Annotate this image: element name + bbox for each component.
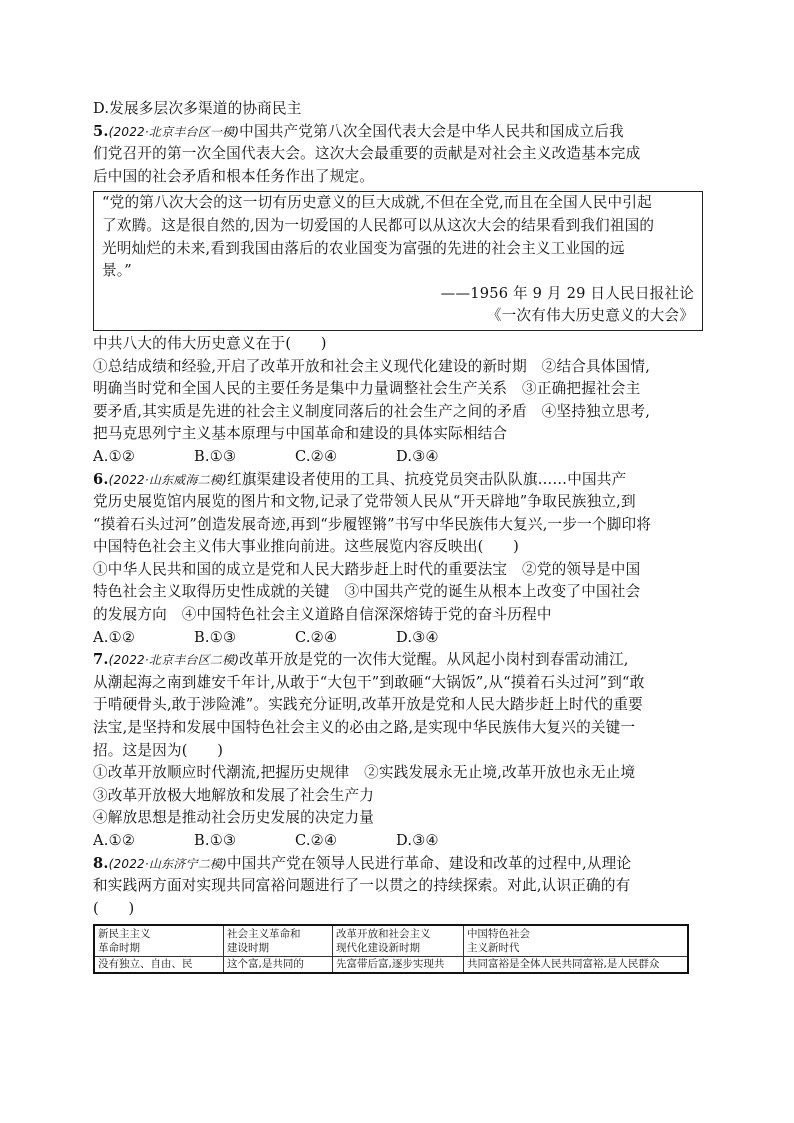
option-a[interactable]: A.①② xyxy=(93,628,136,646)
statement-line: ①改革开放顺应时代潮流,把握历史规律 ②实践发展永无止境,改革开放也永无止境 xyxy=(93,764,636,782)
statement-line: ③改革开放极大地解放和发展了社会生产力 xyxy=(93,786,375,804)
stem-line: 从潮起海之南到雄安千年计,从敢于“大包干”到敢砸“大锅饭”,从“摸着石头过河”到“敢 xyxy=(93,673,645,691)
option-b[interactable]: B.①③ xyxy=(194,832,237,849)
option-b[interactable]: B.①③ xyxy=(194,447,237,465)
question-number: 5. xyxy=(93,122,109,140)
table-header-cell: 社会主义革命和 建设时期 xyxy=(224,925,333,957)
stem-line: 中国特色社会主义伟大事业推向前进。这些展览内容反映出( ) xyxy=(93,538,520,556)
stem-line: 和实践两方面对实现共同富裕问题进行了一以贯之的持续探索。对此,认识正确的有 xyxy=(93,877,631,895)
quote-line: 光明灿烂的未来,看到我国由落后的农业国变为富强的先进的社会主义工业国的远 xyxy=(102,239,625,257)
table-cell: 没有独立、自由、民 xyxy=(94,957,224,974)
era-table xyxy=(93,924,689,974)
stem-line: 法宝,是坚持和发展中国特色社会主义的必由之路,是实现中华民族伟大复兴的关键一 xyxy=(93,719,636,737)
stem-line: ( ) xyxy=(93,899,135,917)
question-8 xyxy=(93,853,703,975)
question-7 xyxy=(93,649,703,852)
option-c[interactable]: C.②④ xyxy=(295,447,338,465)
stem-line: 们党召开的第一次全国代表大会。这次大会最重要的贡献是对社会主义改造基本完成 xyxy=(93,145,641,163)
answer-options xyxy=(93,446,703,469)
table-header-cell: 改革开放和社会主义 现代化建设新时期 xyxy=(333,925,464,957)
quote-line: “党的第八次大会的这一切有历史意义的巨大成就,不但在全党,而且在全国人民中引起 xyxy=(102,194,652,212)
statement-line: 的发展方向 ④中国特色社会主义道路自信深深熔铸于党的奋斗历程中 xyxy=(93,606,552,624)
quote-line: 了欢腾。这是很自然的,因为一切爱国的人民都可以从这次大会的结果看到我们祖国的 xyxy=(102,216,655,234)
stem-line: 于啃硬骨头,敢于涉险滩”。实践充分证明,改革开放是党和人民大踏步赶上时代的重要 xyxy=(93,696,643,714)
option-a[interactable]: A.①② xyxy=(93,447,136,465)
question-source: (2022·北京丰台区一模) xyxy=(108,124,240,139)
table-header-cell: 新民主主义 革命时期 xyxy=(94,925,224,957)
option-c[interactable]: C.②④ xyxy=(295,832,338,849)
statement-line: ④解放思想是推动社会历史发展的决定力量 xyxy=(93,809,375,827)
question-prompt: 中共八大的伟大历史意义在于( ) xyxy=(93,334,327,352)
table-cell: 共同富裕是全体人民共同富裕,是人民群众 xyxy=(464,957,689,974)
quote-line: 景。” xyxy=(102,262,132,280)
option-a[interactable]: A.①② xyxy=(93,832,136,849)
question-number: 6. xyxy=(93,470,109,488)
quote-box xyxy=(93,191,703,331)
table-header-cell: 中国特色社会 主义新时代 xyxy=(464,925,689,957)
question-number: 8. xyxy=(93,854,109,872)
answer-options xyxy=(93,627,703,650)
question-source: (2022·山东威海二模) xyxy=(108,472,227,487)
stem-line: 后中国的社会矛盾和根本任务作出了规定。 xyxy=(93,167,375,185)
stem-line: 招。这是因为( ) xyxy=(93,741,224,759)
option-d[interactable]: D.③④ xyxy=(396,447,439,465)
statement-line: ①总结成绩和经验,开启了改革开放和社会主义现代化建设的新时期 ②结合具体国情, xyxy=(93,357,651,375)
statement-line: 特色社会主义取得历史性成就的关键 ③中国共产党的诞生从根本上改变了中国社会 xyxy=(93,583,641,601)
table-cell: 这个富,是共同的 xyxy=(224,957,333,974)
statement-line: 要矛盾,其实质是先进的社会主义制度同落后的社会生产之间的矛盾 ④坚持独立思考, xyxy=(93,402,651,420)
answer-options xyxy=(93,830,703,853)
question-source: (2022·山东济宁二模) xyxy=(108,856,227,871)
option-c[interactable]: C.②④ xyxy=(295,628,338,646)
exam-page xyxy=(93,98,703,974)
question-source: (2022·北京丰台区二模) xyxy=(108,653,240,668)
stem-line: 党历史展览馆内展览的图片和文物,记录了党带领人民从“开天辟地”争取民族独立,到 xyxy=(93,493,636,511)
table-cell: 先富带后富,逐步实现共 xyxy=(333,957,464,974)
stem-line: 中国共产党第八次全国代表大会是中华人民共和国成立后我 xyxy=(239,122,624,140)
question-6 xyxy=(93,469,703,650)
quote-attribution: ——1956 年 9 月 29 日人民日报社论 xyxy=(440,284,694,302)
statement-line: 把马克思列宁主义基本原理与中国革命和建设的具体实际相结合 xyxy=(93,425,508,443)
table-header-row xyxy=(94,925,688,957)
option-d[interactable]: D.③④ xyxy=(396,628,439,646)
question-5 xyxy=(93,121,703,469)
stem-line: 红旗渠建设者使用的工具、抗疫党员突击队队旗……中国共产 xyxy=(226,470,627,488)
statement-line: 明确当时党和全国人民的主要任务是集中力量调整社会生产关系 ③正确把握社会主 xyxy=(93,380,641,398)
table-row xyxy=(94,957,688,974)
quote-attribution: 《一次有伟大历史意义的大会》 xyxy=(486,307,694,325)
stem-line: 改革开放是党的一次伟大觉醒。从风起小岗村到春雷动浦江, xyxy=(239,651,629,669)
option-b[interactable]: B.①③ xyxy=(194,628,237,646)
stem-line: “摸着石头过河”创造发展奇迹,再到“步履铿锵”书写中华民族伟大复兴,一步一个脚印将 xyxy=(93,515,652,533)
stem-line: 中国共产党在领导人民进行革命、建设和改革的过程中,从理论 xyxy=(226,854,632,872)
question-number: 7. xyxy=(93,651,109,669)
option-d[interactable]: D.③④ xyxy=(396,832,439,849)
statement-line: ①中华人民共和国的成立是党和人民大踏步赶上时代的重要法宝 ②党的领导是中国 xyxy=(93,560,641,578)
option-d-previous: D.发展多层次多渠道的协商民主 xyxy=(93,100,302,117)
